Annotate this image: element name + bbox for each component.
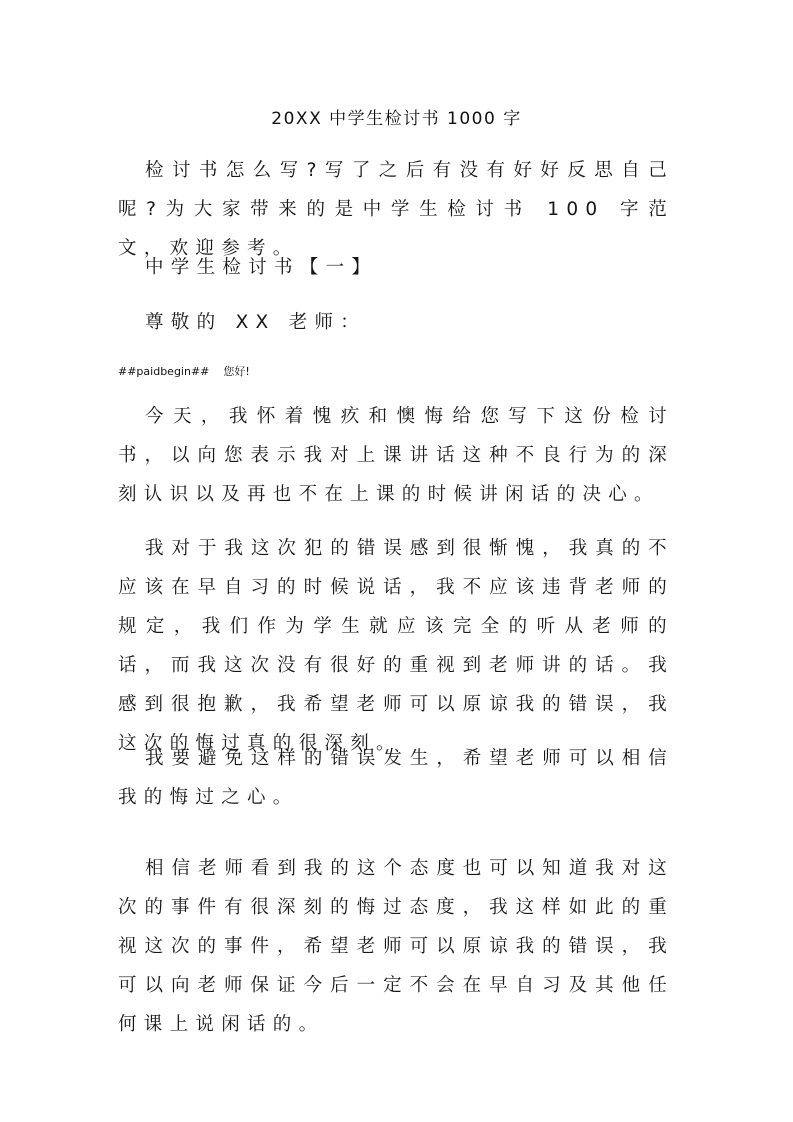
paragraph-block-2: [118, 529, 674, 763]
body-paragraph: 相信老师看到我的这个态度也可以知道我对这次的事件有很深刻的悔过态度，我这样如此的重视这次的事件，希望老师可以原谅我的错误，我可以向老师保证今后一定不会在早自习及其他任何课上说闲话的。: [118, 858, 674, 1035]
intro-paragraph: 检讨书怎么写?写了之后有没有好好反思自己呢?为大家带来的是中学生检讨书 100 字范文，欢迎参考。: [118, 160, 674, 259]
body-paragraph: 今天，我怀着愧疚和懊悔给您写下这份检讨书，以向您表示我对上课讲话这种不良行为的深刻认识以及再也不在上课的时候讲闲话的决心。: [118, 406, 674, 505]
section-heading: 中学生检讨书【一】: [145, 257, 378, 278]
paid-marker-line: [118, 363, 250, 379]
paragraph-block-3: [118, 739, 674, 817]
paragraph-block-1: [118, 397, 674, 514]
paragraph-block-4: [118, 849, 674, 1044]
body-paragraph: 我要避免这样的错误发生，希望老师可以相信我的悔过之心。: [118, 748, 674, 808]
paid-marker: ##paidbegin##: [118, 365, 210, 378]
greeting: 您好!: [223, 365, 250, 378]
salutation-block: [118, 303, 674, 342]
body-paragraph: 我对于我这次犯的错误感到很惭愧，我真的不应该在早自习的时候说话，我不应该违背老师的规定，我们作为学生就应该完全的听从老师的话，而我这次没有很好的重视到老师讲的话。我感到很抱歉，我希望老师可以原谅我的错误，我这次的悔过真的很深刻。: [118, 538, 674, 754]
salutation: 尊敬的 XX 老师：: [145, 312, 367, 333]
document-title: 20XX 中学生检讨书 1000 字: [271, 109, 522, 129]
section-heading-block: [118, 248, 674, 287]
